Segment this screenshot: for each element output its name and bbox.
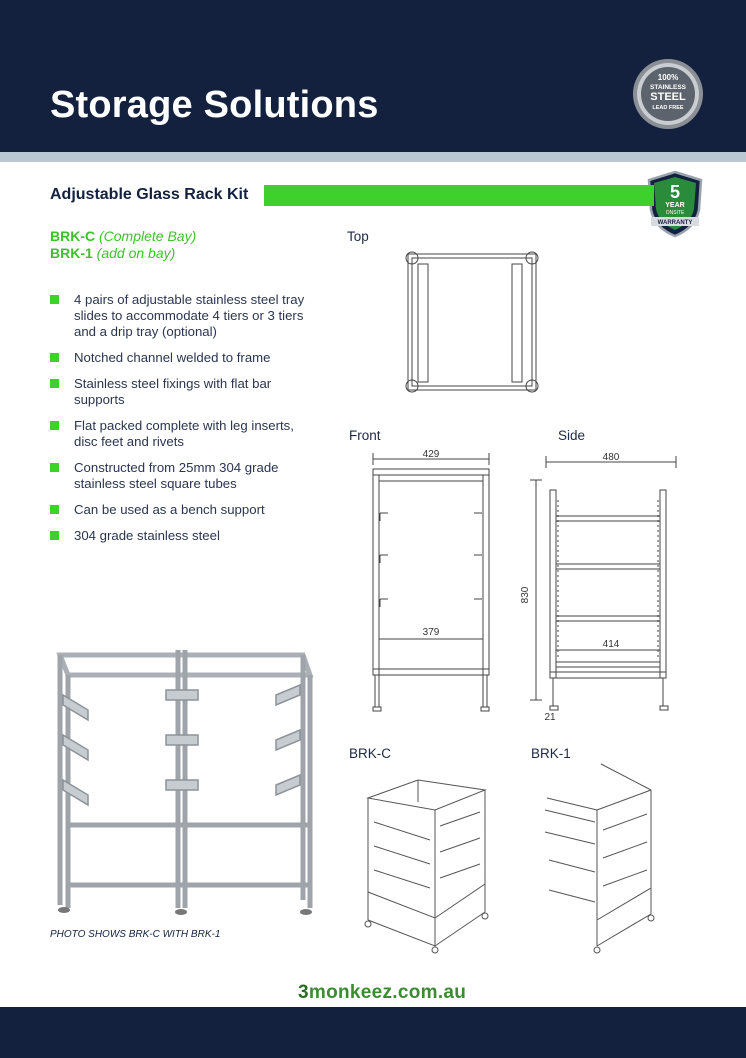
badge-line-2: STAINLESS: [650, 84, 686, 91]
warranty-line-2: ONSITE: [665, 210, 685, 216]
dim-side-inner: 414: [602, 639, 620, 650]
bullet-square-icon: [50, 353, 59, 362]
view-label-brk-1: BRK-1: [531, 746, 571, 761]
bullet-square-icon: [50, 463, 59, 472]
product-code-desc: (Complete Bay): [99, 228, 197, 244]
feature-item: Notched channel welded to frame: [50, 350, 310, 366]
code-row: [50, 245, 196, 262]
feature-item: 4 pairs of adjustable stainless steel tray slides to accommodate 4 tiers or 3 tiers and a drip tray (optional): [50, 292, 310, 340]
header-stripe: [0, 152, 746, 162]
warranty-line-3: WARRANTY: [657, 220, 693, 226]
brk-1-drawing: [535, 762, 670, 962]
product-code: BRK-C: [50, 228, 96, 244]
feature-item: Flat packed complete with leg inserts, disc feet and rivets: [50, 418, 310, 450]
brand-logo: [298, 982, 466, 1004]
stainless-steel-badge: [632, 58, 704, 130]
view-label-top: Top: [347, 229, 369, 244]
dim-side-foot: 21: [544, 712, 556, 722]
warranty-number: 5: [669, 182, 681, 202]
section-accent-bar: [264, 185, 654, 206]
badge-line-4: LEAD FREE: [652, 105, 684, 111]
dim-side-height: 830: [520, 586, 531, 604]
dim-front-width: 429: [422, 449, 440, 460]
footer-band: [0, 1007, 746, 1058]
feature-item: Constructed from 25mm 304 grade stainless steel square tubes: [50, 460, 310, 492]
feature-item: Can be used as a bench support: [50, 502, 310, 518]
bullet-square-icon: [50, 379, 59, 388]
warranty-line-1: YEAR: [665, 202, 685, 209]
section-title: Adjustable Glass Rack Kit: [50, 186, 249, 203]
bullet-square-icon: [50, 531, 59, 540]
dim-side-depth: 480: [602, 452, 620, 463]
brk-c-drawing: [360, 762, 495, 962]
badge-line-1: 100%: [657, 73, 679, 82]
top-view-drawing: [400, 246, 545, 398]
brand-text: monkeez.com.au: [308, 982, 467, 1003]
feature-item: Stainless steel fixings with flat bar supports: [50, 376, 310, 408]
view-label-side: Side: [558, 428, 586, 443]
product-codes: [50, 228, 196, 262]
bullet-square-icon: [50, 505, 59, 514]
view-label-brk-c: BRK-C: [349, 746, 392, 761]
view-label-front: Front: [349, 428, 381, 443]
bullet-square-icon: [50, 421, 59, 430]
product-code: BRK-1: [50, 245, 93, 261]
page-title: Storage Solutions: [50, 84, 379, 126]
product-code-desc: (add on bay): [96, 245, 176, 261]
feature-list: [50, 292, 310, 554]
photo-caption: PHOTO SHOWS BRK-C WITH BRK-1: [50, 929, 221, 940]
code-row: [50, 228, 196, 245]
feature-item: 304 grade stainless steel: [50, 528, 310, 544]
badge-line-3: STEEL: [650, 91, 686, 103]
front-view-drawing: [366, 445, 496, 720]
brand-number: 3: [298, 982, 309, 1003]
warranty-shield-badge: [645, 170, 705, 238]
bullet-square-icon: [50, 295, 59, 304]
side-view-drawing: [520, 450, 690, 722]
dim-front-inner: 379: [422, 627, 440, 638]
product-photo: [48, 640, 318, 920]
